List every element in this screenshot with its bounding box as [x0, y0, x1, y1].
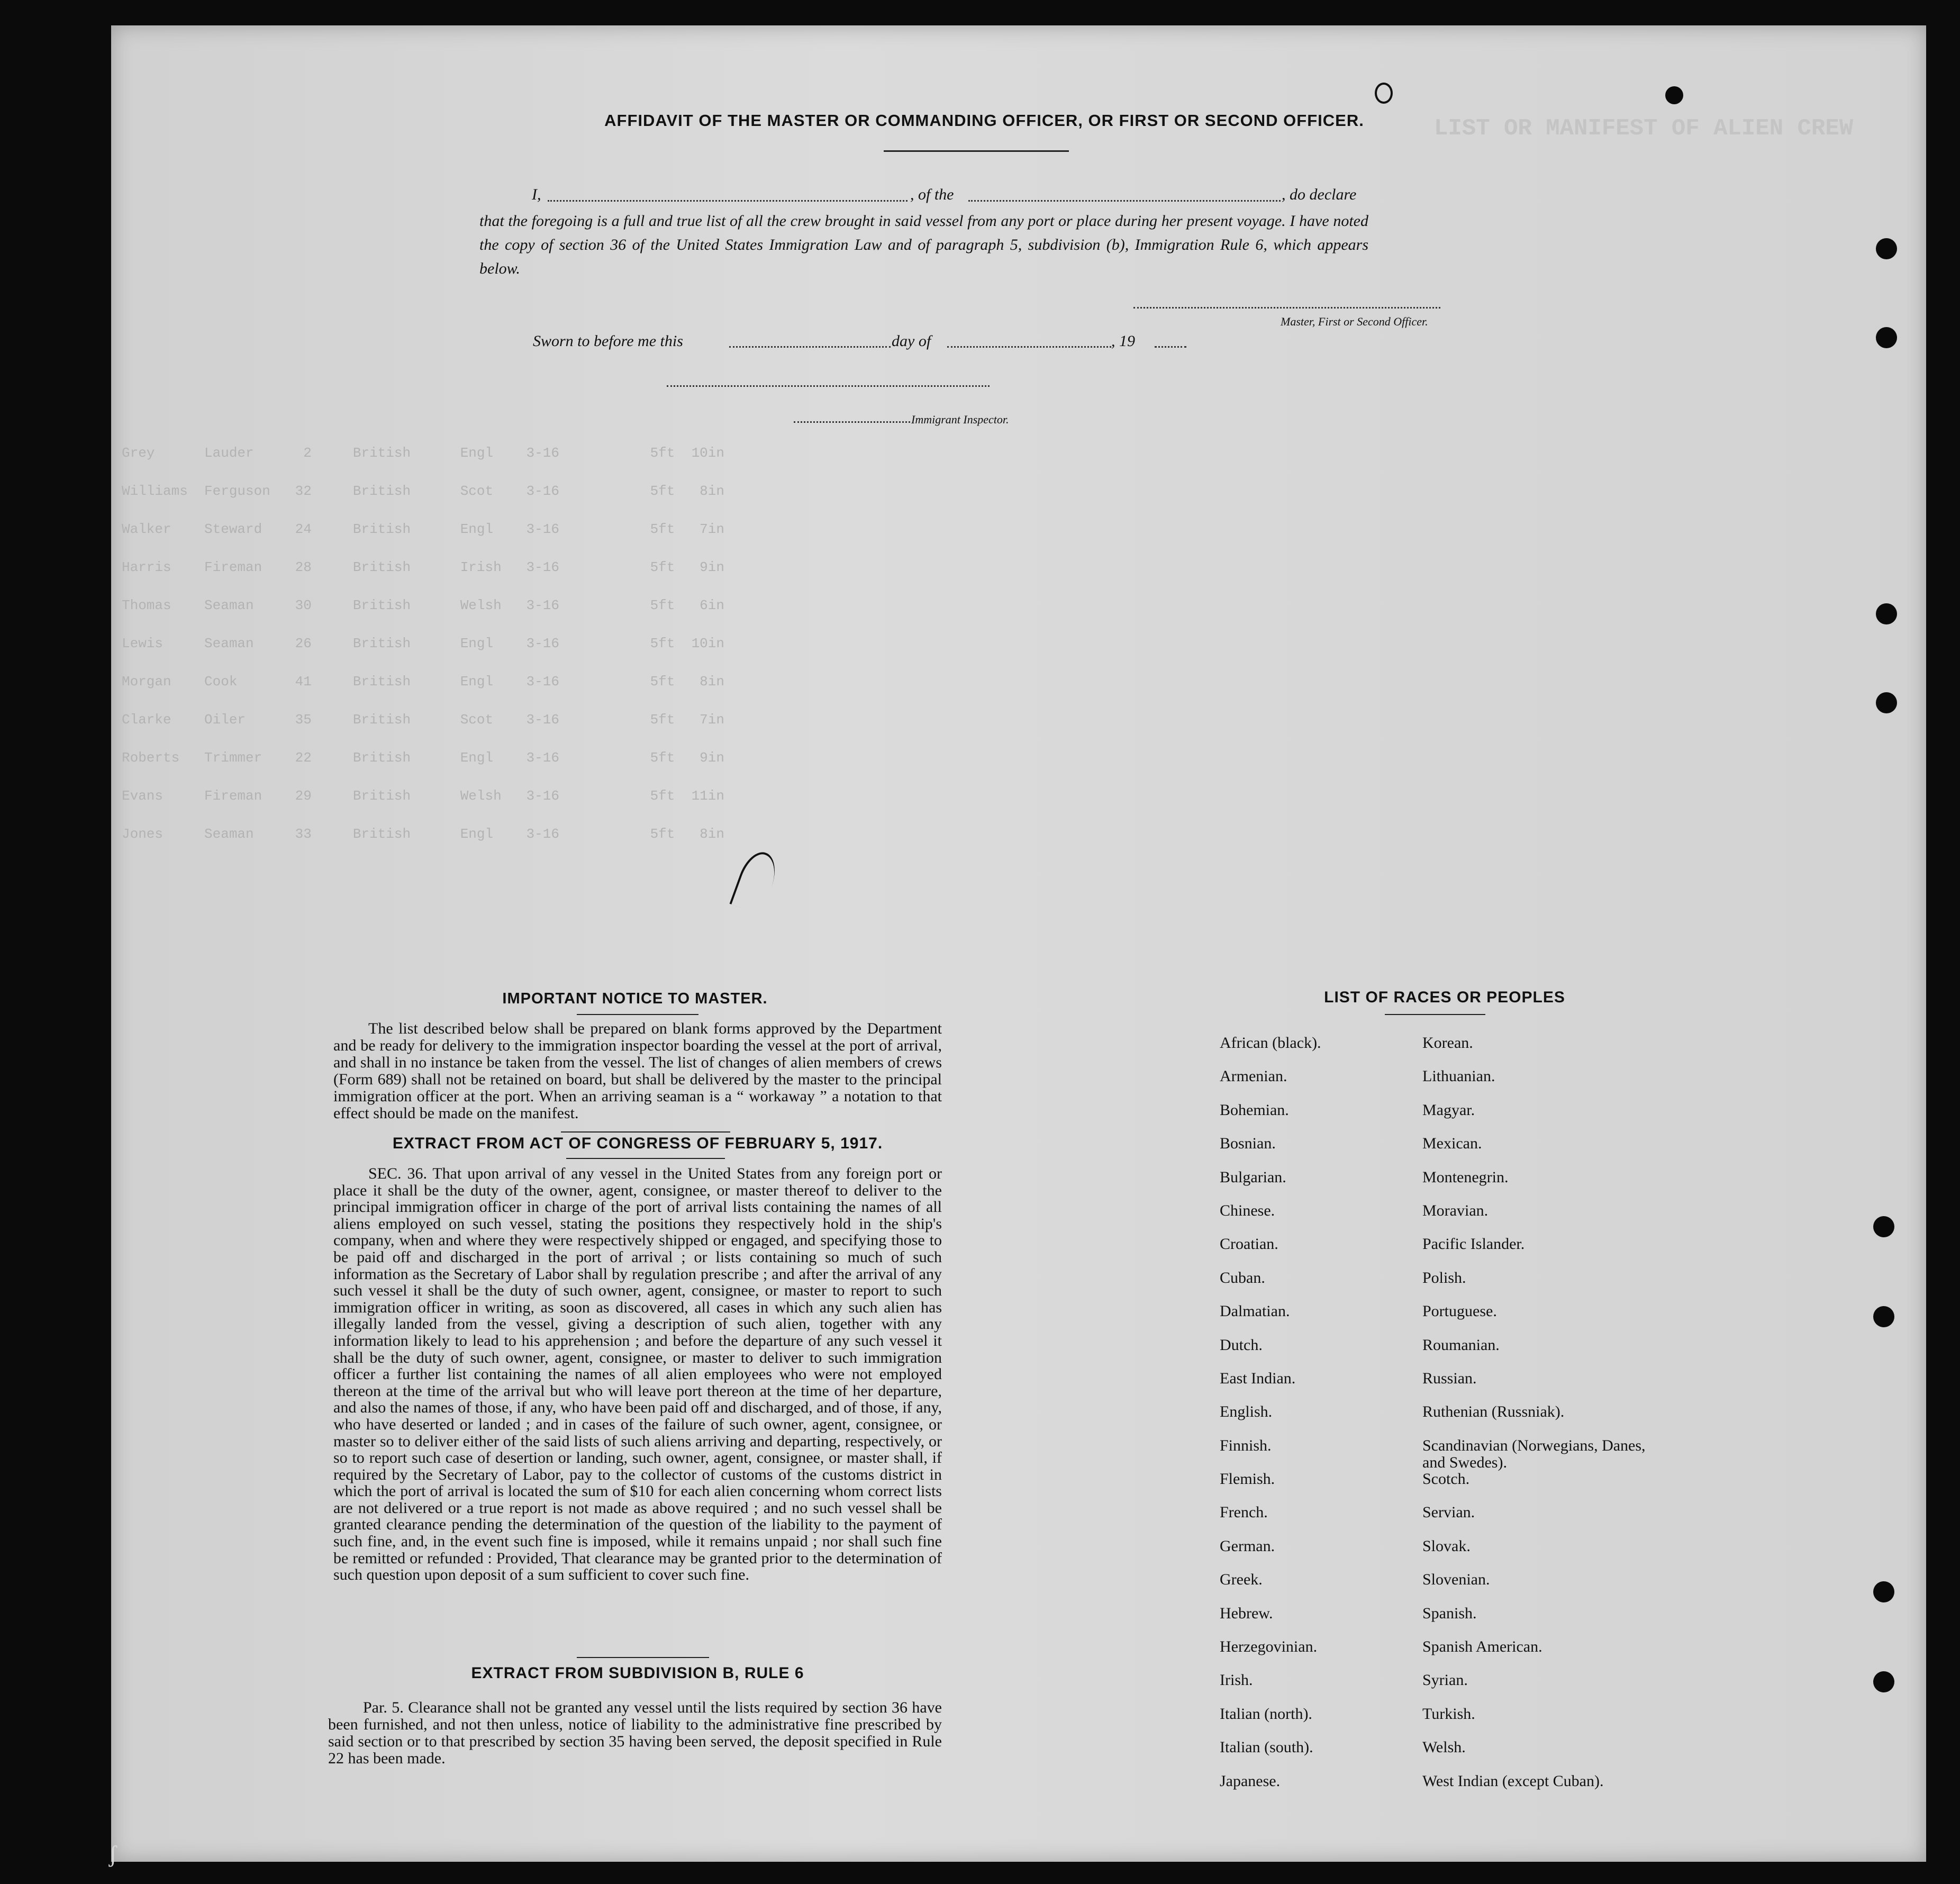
- corner-mark: ʃ: [109, 1841, 117, 1867]
- act-rule-top: [561, 1131, 730, 1133]
- punch-hole: [1873, 1671, 1894, 1692]
- race-item: Scotch.: [1422, 1470, 1470, 1488]
- race-item: Russian.: [1422, 1369, 1477, 1387]
- affidavit-of-the: , of the: [910, 186, 954, 203]
- race-item: Syrian.: [1422, 1671, 1468, 1689]
- pen-mark: [729, 847, 782, 915]
- race-item: Roumanian.: [1422, 1336, 1500, 1354]
- races-title-rule: [1385, 1014, 1485, 1015]
- vessel-field[interactable]: [968, 200, 1281, 202]
- race-item: Herzegovinian.: [1220, 1638, 1318, 1656]
- race-item: Bosnian.: [1220, 1135, 1276, 1153]
- sworn-year-field[interactable]: [1155, 346, 1186, 348]
- race-item: French.: [1220, 1503, 1268, 1521]
- race-item: Dutch.: [1220, 1336, 1263, 1354]
- race-item: Mexican.: [1422, 1135, 1482, 1153]
- circle-mark: [1375, 83, 1393, 104]
- affidavit-title: AFFIDAVIT OF THE MASTER OR COMMANDING OFFICER, OR FIRST OR SECOND OFFICER.: [604, 111, 1364, 130]
- punch-hole: [1873, 1306, 1894, 1327]
- rule-extract-rule-top: [577, 1657, 709, 1658]
- race-item: East Indian.: [1220, 1369, 1296, 1387]
- signature-field[interactable]: [1133, 307, 1440, 309]
- punch-hole: [1665, 86, 1683, 104]
- notice-title: IMPORTANT NOTICE TO MASTER.: [502, 990, 768, 1007]
- affidavit-line-i: I,: [532, 186, 541, 203]
- race-item: Bohemian.: [1220, 1101, 1289, 1119]
- race-item: Slovak.: [1422, 1537, 1471, 1555]
- act-body: SEC. 36. That upon arrival of any vessel in the United States from any foreign port or place it shall be the duty of the owner, agent, consignee, or master thereof to deliver to the principal immigration officer in charge of the port of arrival lists containing the names of all aliens employed on such vessel, stating the positions they respectively hold in the ship's company, when and where they were respectively shipped or engaged, and specifying those to be paid off and discharged in the port of arrival ; or lists containing so much of such information as the Secretary of Labor shall by regulation prescribe ; and after the arrival of any such vessel it shall be the duty of such owner, agent, consignee, or master to report to such immigration officer in writing, as soon as discovered, all cases in which any such alien has illegally landed from the vessel, giving a description of such alien, together with any information likely to lead to his apprehension ; and before the departure of any such vessel it shall be the duty of such owner, agent, consignee, or master to deliver to such immigration officer a further list containing the names of all alien employees who were not employed thereon at the time of the arrival but who will leave port thereon at the time of her departure, and also the names of those, if any, who have been paid off and discharged, and of those, if any, who have deserted or landed ; and in cases of the failure of such owner, agent, consignee, or master so to deliver either of the said lists of such aliens arriving and departing, respectively, or so to report such case of desertion or landing, such owner, agent, consignee, or master shall, if required by the Secretary of Labor, pay to the collector of customs of the customs district in which the port of arrival is located the sum of $10 for each alien concerning whom correct lists are not delivered or a true report is not made as above required ; and no such vessel shall be granted clearance pending the determination of the question of the liability to the payment of such fine, and, in the event such fine is imposed, while it remains unpaid ; nor shall such fine be remitted or refunded : Provided, That clearance may be granted prior to the determination of such question upon deposit of a sum sufficient to cover such fine.: [333, 1165, 942, 1584]
- name-field[interactable]: [548, 200, 908, 202]
- race-item: Spanish American.: [1422, 1638, 1542, 1656]
- race-item: Dalmatian.: [1220, 1302, 1290, 1320]
- race-item: German.: [1220, 1537, 1275, 1555]
- race-item: Welsh.: [1422, 1738, 1466, 1756]
- race-item: Italian (north).: [1220, 1705, 1312, 1723]
- race-item: Chinese.: [1220, 1201, 1275, 1219]
- race-item: Scandinavian (Norwegians, Danes, and Swedes).: [1422, 1436, 1646, 1471]
- race-item: Japanese.: [1220, 1772, 1281, 1790]
- notice-title-rule: [577, 1014, 698, 1015]
- race-item: Cuban.: [1220, 1269, 1265, 1287]
- race-item: Portuguese.: [1422, 1302, 1497, 1320]
- race-item: Croatian.: [1220, 1235, 1278, 1253]
- races-title: LIST OF RACES OR PEOPLES: [1324, 989, 1565, 1006]
- race-item: Flemish.: [1220, 1470, 1275, 1488]
- race-item: Italian (south).: [1220, 1738, 1313, 1756]
- rule-title: EXTRACT FROM SUBDIVISION B, RULE 6: [471, 1664, 804, 1682]
- race-item: Ruthenian (Russniak).: [1422, 1403, 1565, 1421]
- race-item: West Indian (except Cuban).: [1422, 1772, 1604, 1790]
- affidavit-body: that the foregoing is a full and true list of all the crew brought in said vessel from any port or place during her present voyage. I have noted the copy of section 36 of the United States Immigration Law and of paragraph 5, subdivision (b), Immigration Rule 6, which appears below.: [479, 212, 1368, 277]
- race-item: Slovenian.: [1422, 1571, 1490, 1589]
- inspector-label: Immigrant Inspector.: [911, 413, 1009, 426]
- rule-body: Par. 5. Clearance shall not be granted any vessel until the lists required by section 36 have been furnished, and not then unless, notice of liability to the administrative fine prescribed by said section or to that prescribed by section 35 having been served, the deposit specified in Rule 22 has been made.: [328, 1699, 942, 1767]
- race-item: Lithuanian.: [1422, 1067, 1495, 1085]
- inspector-signature-field[interactable]: [667, 385, 990, 387]
- races-left-column: [1220, 1035, 1415, 1806]
- races-right-column: [1422, 1035, 1671, 1806]
- sworn-year: , 19: [1111, 332, 1135, 350]
- race-item: Spanish.: [1422, 1604, 1477, 1622]
- sworn-day-of: day of: [892, 332, 931, 350]
- act-title-rule: [566, 1158, 725, 1159]
- sworn-date-field[interactable]: [729, 346, 891, 348]
- race-item: Finnish.: [1220, 1436, 1272, 1454]
- race-item: Montenegrin.: [1422, 1168, 1509, 1186]
- race-item: Korean.: [1422, 1034, 1473, 1052]
- race-item: Hebrew.: [1220, 1604, 1273, 1622]
- race-item: African (black).: [1220, 1034, 1321, 1052]
- race-item: Polish.: [1422, 1269, 1466, 1287]
- race-item: English.: [1220, 1403, 1273, 1421]
- race-item: Magyar.: [1422, 1101, 1475, 1119]
- sworn-month-field[interactable]: [947, 346, 1111, 348]
- sworn-prefix: Sworn to before me this: [533, 332, 683, 350]
- document-page: [109, 25, 1926, 1867]
- race-item: Turkish.: [1422, 1705, 1475, 1723]
- race-item: Pacific Islander.: [1422, 1235, 1525, 1253]
- race-item: Moravian.: [1422, 1201, 1489, 1219]
- race-item: Bulgarian.: [1220, 1168, 1286, 1186]
- punch-hole: [1876, 603, 1897, 624]
- inspector-name-field[interactable]: [794, 421, 910, 423]
- race-item: Greek.: [1220, 1571, 1263, 1589]
- race-item: Irish.: [1220, 1671, 1253, 1689]
- notice-body: The list described below shall be prepared on blank forms approved by the Department and be ready for delivery to the immigration inspector boarding the vessel at the port of arrival, and shall in no instance be taken from the vessel. The list of changes of alien members of crews (Form 689) shall not be retained on board, but shall be delivered by the master to the principal immigration officer at the port. When an arriving seaman is a “ workaway ” a notation to that effect should be made on the manifest.: [333, 1020, 942, 1122]
- punch-hole: [1876, 327, 1897, 348]
- punch-hole: [1876, 238, 1897, 259]
- bleed-through-manifest: Grey Lauder 2 British Engl 3-16 5ft 10in Williams Ferguson 32 British Scot 3-16 5ft 8in Walker Steward 24 British Engl 3-16 5ft 7in Harris Fireman 28 British Irish 3-16 5ft 9in Thomas Seaman 30 British Welsh 3-16 5ft 6in Lewis Seaman 26 British Engl 3-16 5ft 10in Morgan Cook 41 British Engl 3-16 5ft 8in Clarke Oiler 35 British Scot 3-16 5ft 7in Roberts Trimmer 22 British Engl 3-16 5ft 9in Evans Fireman 29 British Welsh 3-16 5ft 11in Jones Seaman 33 British Engl 3-16 5ft 8in: [122, 445, 724, 842]
- affidavit-declare: , do declare: [1282, 186, 1357, 203]
- bleed-through-header: LIST OR MANIFEST OF ALIEN CREW: [1434, 115, 1854, 142]
- affidavit-title-rule: [884, 150, 1069, 152]
- punch-hole: [1876, 692, 1897, 713]
- punch-hole: [1873, 1581, 1894, 1602]
- punch-hole: [1873, 1216, 1894, 1237]
- race-item: Servian.: [1422, 1503, 1475, 1521]
- signature-label: Master, First or Second Officer.: [1281, 315, 1428, 328]
- act-title: EXTRACT FROM ACT OF CONGRESS OF FEBRUARY 5, 1917.: [392, 1135, 883, 1152]
- race-item: Armenian.: [1220, 1067, 1287, 1085]
